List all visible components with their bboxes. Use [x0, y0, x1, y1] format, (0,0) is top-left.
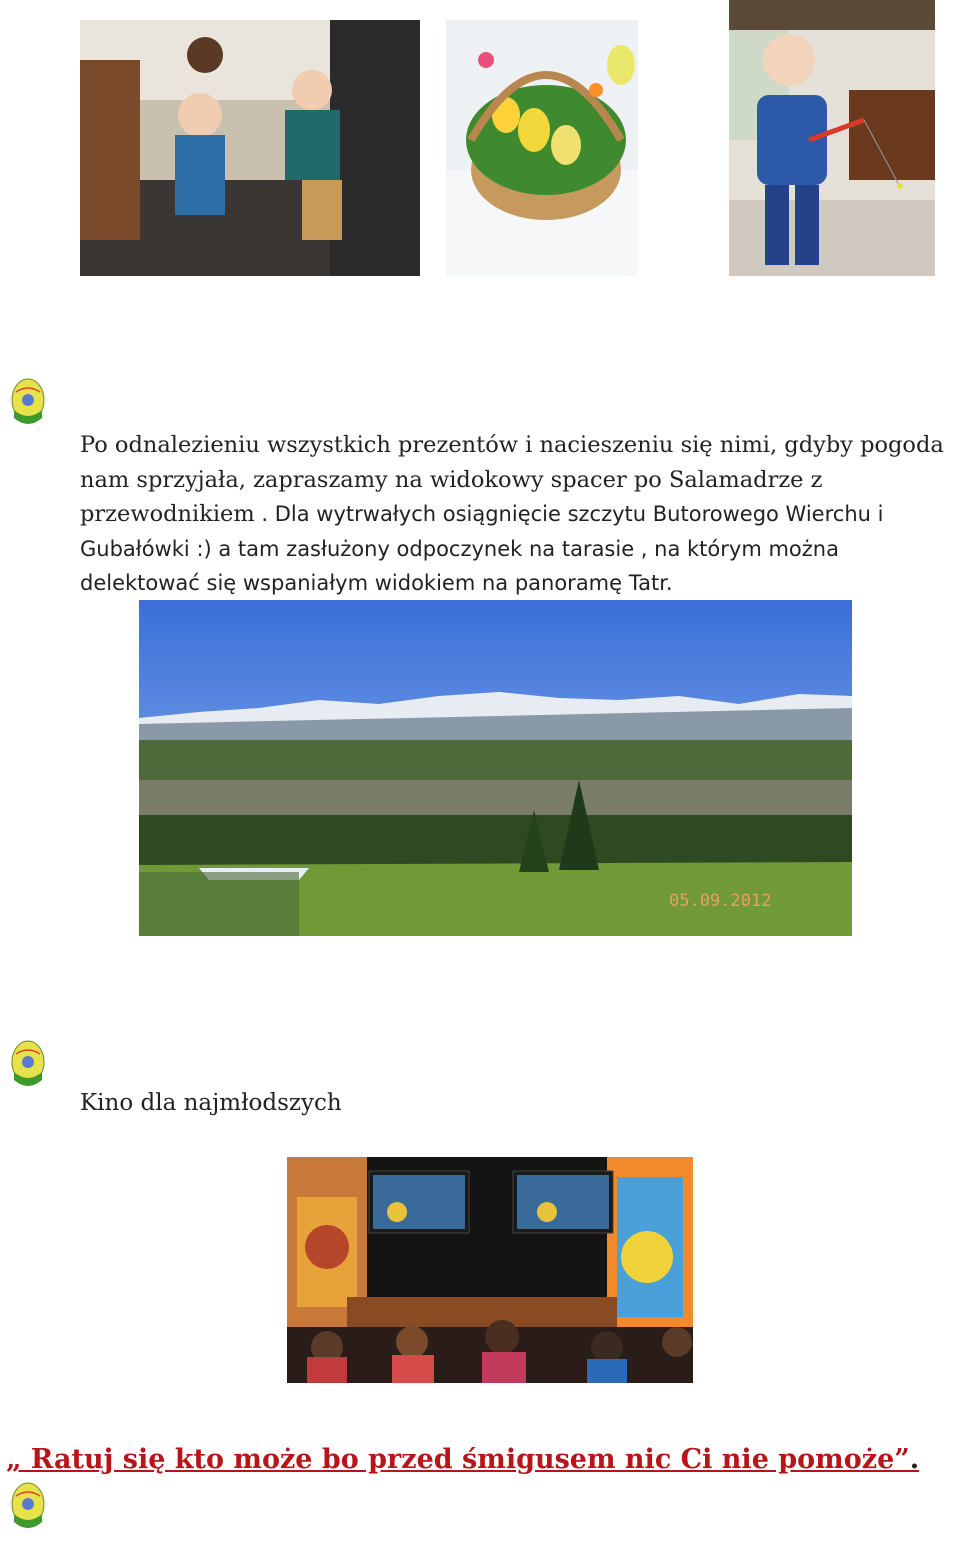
walk-paragraph [80, 428, 960, 601]
walk-paragraph-text-1: Po odnalezieniu wszystkich prezentów i nacieszeniu się nimi, gdyby pogoda nam sprzyjała, zapraszamy na widokowy spacer po Salamadrze z przewodnikiem [80, 432, 944, 527]
easter-egg-icon [8, 378, 48, 432]
slogan [6, 1444, 920, 1475]
cinema-photo [287, 1157, 693, 1383]
easter-egg-icon [8, 1482, 48, 1536]
slogan-text: „ Ratuj się kto może bo przed śmigusem nic Ci nie pomoże” [6, 1444, 910, 1475]
children-with-gifts-photo [80, 20, 420, 276]
easter-basket-photo [446, 20, 638, 276]
panorama-date-stamp: 05.09.2012 [669, 891, 772, 911]
boy-laughing-photo [729, 0, 935, 276]
easter-egg-icon [8, 1040, 48, 1094]
walk-paragraph-text-2: . Dla wytrwałych osiągnięcie szczytu Butorowego Wierchu i Gubałówki :) a tam zasłużony odpoczynek na tarasie , na którym można delektować się wspaniałym widokiem na panoramę Tatr. [80, 502, 884, 595]
svg-text:.: . [39, 426, 41, 432]
cinema-heading: Kino dla najmłodszych [80, 1090, 342, 1116]
slogan-end: . [909, 1444, 920, 1475]
tatra-panorama-photo [139, 600, 852, 936]
